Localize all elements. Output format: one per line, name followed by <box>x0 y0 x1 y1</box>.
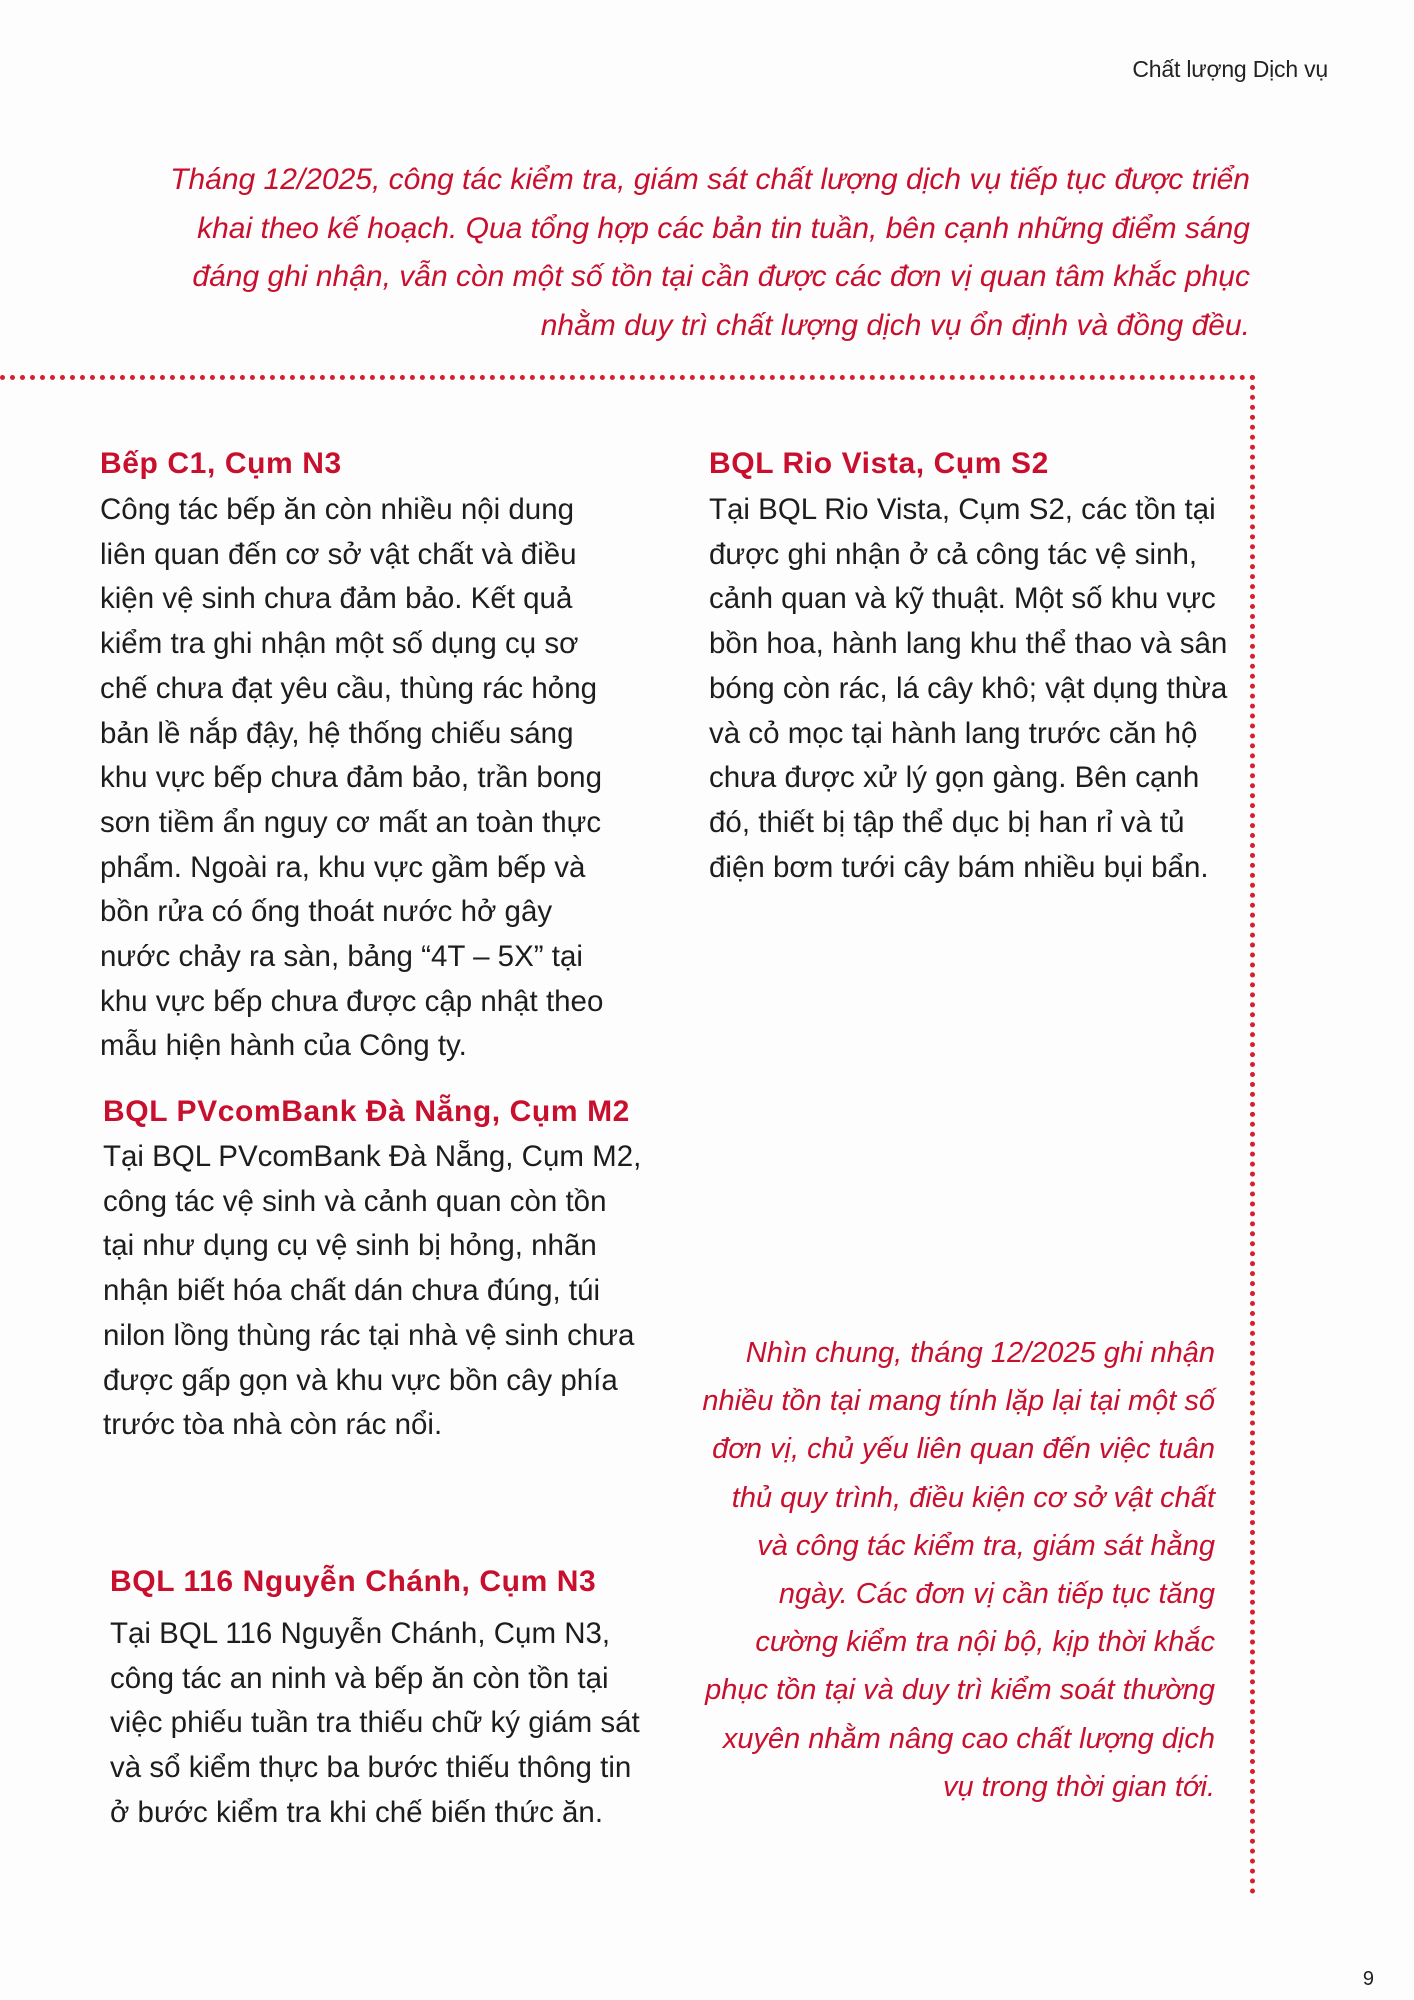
section-body: Tại BQL 116 Nguyễn Chánh, Cụm N3, công tác an ninh và bếp ăn còn tồn tại việc phiếu tuần tra thiếu chữ ký giám sát và sổ kiểm thực ba bước thiếu thông tin ở bước kiểm tra khi chế biến thức ăn. <box>110 1617 640 1829</box>
section-rio-vista <box>709 440 1229 890</box>
section-body: Tại BQL PVcomBank Đà Nẵng, Cụm M2, công tác vệ sinh và cảnh quan còn tồn tại như dụng cụ vệ sinh bị hỏng, nhãn nhận biết hóa chất dán chưa đúng, túi nilon lồng thùng rác tại nhà vệ sinh chưa được gấp gọn và khu vực bồn cây phía trước tòa nhà còn rác nổi. <box>103 1140 642 1442</box>
section-116-nguyen-chanh <box>110 1558 650 1836</box>
section-heading: Bếp C1, Cụm N3 <box>100 447 342 480</box>
section-body: Tại BQL Rio Vista, Cụm S2, các tồn tại được ghi nhận ở cả công tác vệ sinh, cảnh quan và kỹ thuật. Một số khu vực bồn hoa, hành lang khu thể thao và sân bóng còn rác, lá cây khô; vật dụng thừa và cỏ mọc tại hành lang trước căn hộ chưa được xử lý gọn gàng. Bên cạnh đó, thiết bị tập thể dục bị han rỉ và tủ điện bơm tưới cây bám nhiều bụi bẩn. <box>709 493 1228 884</box>
intro-paragraph: Tháng 12/2025, công tác kiểm tra, giám sát chất lượng dịch vụ tiếp tục được triển khai theo kế hoạch. Qua tổng hợp các bản tin tuần, bên cạnh những điểm sáng đáng ghi nhận, vẫn còn một số tồn tại cần được các đơn vị quan tâm khắc phục nhằm duy trì chất lượng dịch vụ ổn định và đồng đều. <box>170 163 1250 342</box>
page-number: 9 <box>1362 1968 1374 1990</box>
dotted-divider-horizontal <box>0 375 1256 380</box>
running-header-title: Chất lượng Dịch vụ <box>1132 56 1328 82</box>
section-bep-c1 <box>100 440 620 1069</box>
dotted-divider-vertical <box>1250 375 1255 1895</box>
summary-paragraph: Nhìn chung, tháng 12/2025 ghi nhận nhiều tồn tại mang tính lặp lại tại một số đơn vị, chủ yếu liên quan đến việc tuân thủ quy trình, điều kiện cơ sở vật chất và công tác kiểm tra, giám sát hằng ngày. Các đơn vị cần tiếp tục tăng cường kiểm tra nội bộ, kịp thời khắc phục tồn tại và duy trì kiểm soát thường xuyên nhằm nâng cao chất lượng dịch vụ trong thời gian tới. <box>702 1337 1215 1803</box>
section-pvcombank <box>103 1088 643 1448</box>
section-body: Công tác bếp ăn còn nhiều nội dung liên quan đến cơ sở vật chất và điều kiện vệ sinh chưa đảm bảo. Kết quả kiểm tra ghi nhận một số dụng cụ sơ chế chưa đạt yêu cầu, thùng rác hỏng bản lề nắp đậy, hệ thống chiếu sáng khu vực bếp chưa đảm bảo, trần bong sơn tiềm ẩn nguy cơ mất an toàn thực phẩm. Ngoài ra, khu vực gầm bếp và bồn rửa có ống thoát nước hở gây nước chảy ra sàn, bảng “4T – 5X” tại khu vực bếp chưa được cập nhật theo mẫu hiện hành của Công ty. <box>100 493 604 1063</box>
section-heading: BQL Rio Vista, Cụm S2 <box>709 447 1049 480</box>
section-heading: BQL PVcomBank Đà Nẵng, Cụm M2 <box>103 1095 630 1128</box>
section-heading: BQL 116 Nguyễn Chánh, Cụm N3 <box>110 1565 597 1598</box>
